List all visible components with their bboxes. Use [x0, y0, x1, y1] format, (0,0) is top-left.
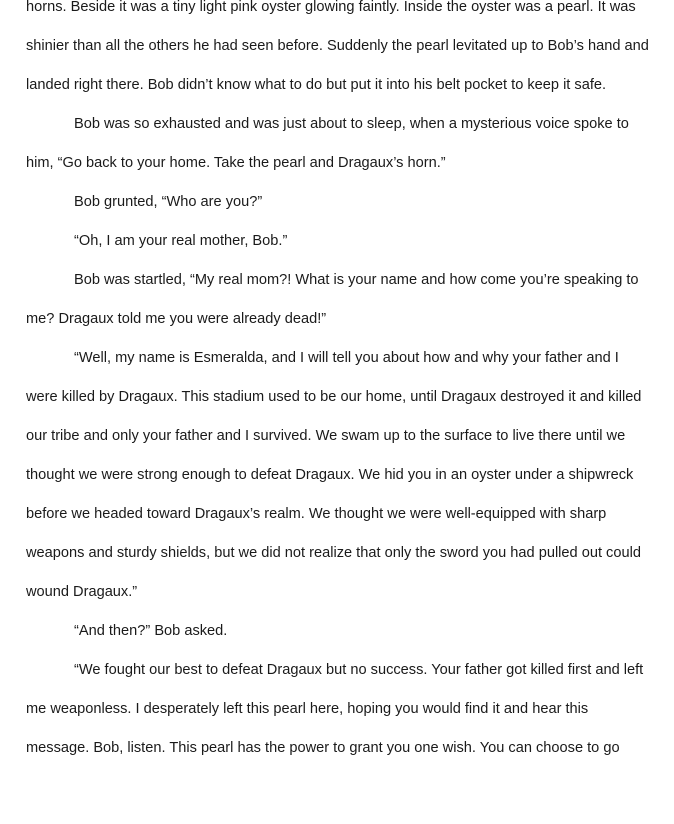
paragraph-6: “Well, my name is Esmeralda, and I will tell you about how and why your father and I were killed by Dragaux. This stadium used to be our home, until Dragaux destroyed it and killed our tribe and only your father and I survived. We swam up to the surface to live there until we thought we were strong enough to defeat Dragaux. We hid you in an oyster under a shipwreck before we headed toward Dragaux’s realm. We thought we were well-equipped with sharp weapons and sturdy shields, but we did not realize that only the sword you had pulled out could wound Dragaux.”	[26, 350, 642, 600]
paragraph-1: horns. Beside it was a tiny light pink oyster glowing faintly. Inside the oyster was a pearl. It was shinier than all the others he had seen before. Suddenly the pearl levitated up to Bob’s hand and landed right there. Bob didn’t know what to do but put it into his belt pocket to keep it safe.	[26, 0, 649, 93]
paragraph-7: “And then?” Bob asked.	[74, 623, 228, 639]
paragraph-4: “Oh, I am your real mother, Bob.”	[74, 233, 288, 249]
document-page	[26, 0, 650, 768]
paragraph-2: Bob was so exhausted and was just about to sleep, when a mysterious voice spoke to him, “Go back to your home. Take the pearl and Dragaux’s horn.”	[26, 116, 629, 171]
paragraph-8: “We fought our best to defeat Dragaux but no success. Your father got killed first and left me weaponless. I desperately left this pearl here, hoping you would find it and hear this message. Bob, listen. This pearl has the power to grant you one wish. You can choose to go	[26, 662, 644, 756]
paragraph-3: Bob grunted, “Who are you?”	[74, 194, 263, 210]
paragraph-5: Bob was startled, “My real mom?! What is your name and how come you’re speaking to me? Dragaux told me you were already dead!”	[26, 272, 639, 327]
